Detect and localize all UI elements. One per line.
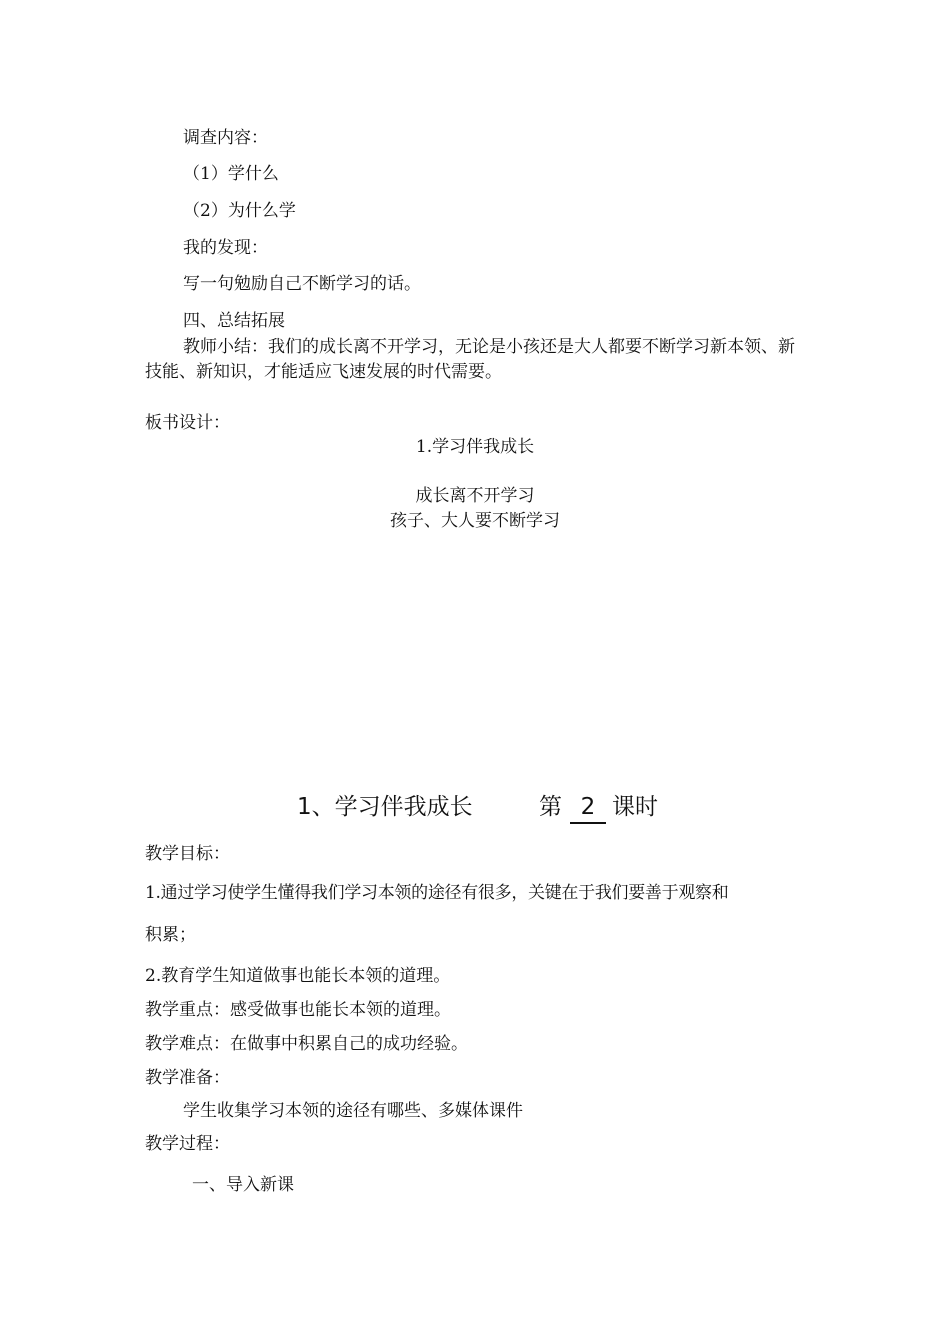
process-label: 教学过程：: [145, 1134, 230, 1154]
discovery-label: 我的发现：: [183, 238, 268, 258]
write-line: 写一句勉励自己不断学习的话。: [183, 274, 421, 294]
period-prefix: 第: [539, 794, 562, 820]
period-suffix: 课时: [612, 794, 658, 820]
step-1: 一、导入新课: [192, 1175, 294, 1195]
period-number: 2: [570, 794, 606, 824]
goal-1-line-a: 1.通过学习使学生懂得我们学习本领的途径有很多，关键在于我们要善于观察和: [145, 883, 729, 903]
goal-2: 2.教育学生知道做事也能长本领的道理。: [145, 966, 451, 986]
lesson-period: [539, 788, 658, 824]
board-line-2: 孩子、大人要不断学习: [390, 511, 560, 531]
difficulty: 教学难点：在做事中积累自己的成功经验。: [145, 1034, 468, 1054]
survey-item-1: （1）学什么: [183, 164, 279, 184]
prep-text: 学生收集学习本领的途径有哪些、多媒体课件: [183, 1101, 523, 1121]
teacher-summary: 教师小结：我们的成长离不开学习，无论是小孩还是大人都要不断学习新本领、新技能、新知识，才能适应飞速发展的时代需要。: [145, 337, 795, 382]
lesson-heading: [0, 786, 950, 822]
key-point: 教学重点：感受做事也能长本领的道理。: [145, 1000, 451, 1020]
section-4-heading: 四、总结拓展: [183, 311, 285, 331]
survey-label: 调查内容：: [183, 128, 268, 148]
board-line-1: 成长离不开学习: [415, 486, 535, 506]
board-design-label: 板书设计：: [145, 413, 230, 433]
lesson-title: 1、学习伴我成长: [297, 794, 473, 820]
goals-label: 教学目标：: [145, 844, 230, 864]
board-title: 1.学习伴我成长: [415, 437, 535, 457]
prep-label: 教学准备：: [145, 1068, 230, 1088]
survey-item-2: （2）为什么学: [183, 201, 296, 221]
goal-1-line-b: 积累；: [145, 925, 196, 945]
